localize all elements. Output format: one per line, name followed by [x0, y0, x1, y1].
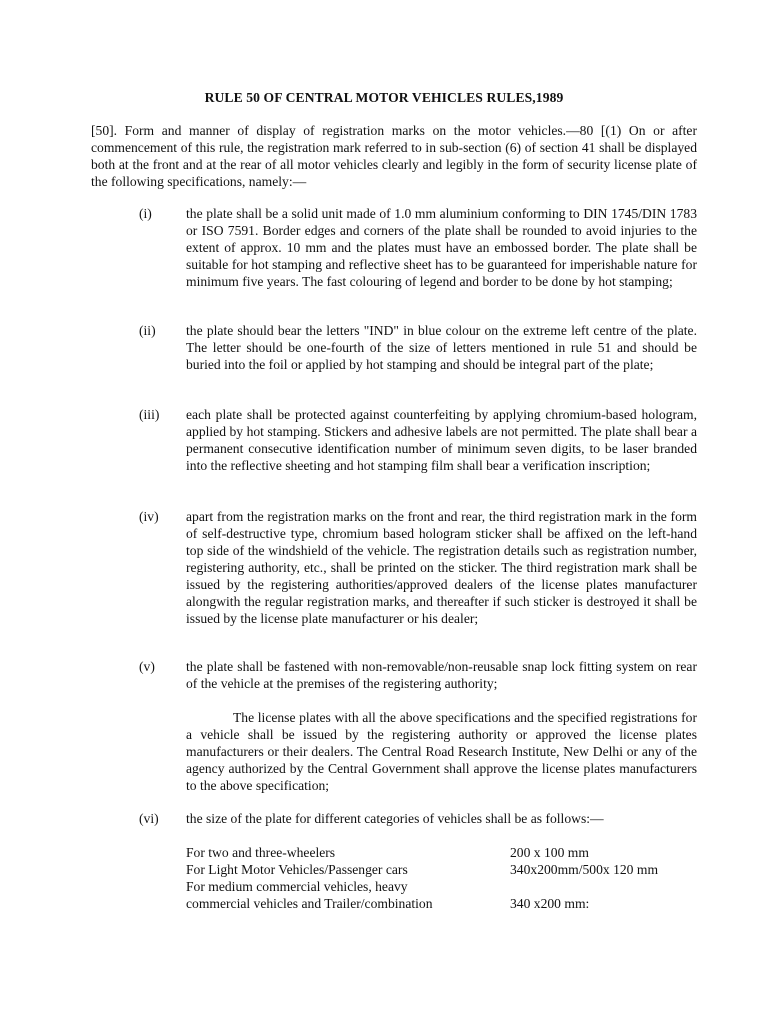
vehicle-category: For two and three-wheelers [186, 845, 336, 860]
plate-size: 200 x 100 mm [510, 845, 589, 860]
document-title: RULE 50 OF CENTRAL MOTOR VEHICLES RULES,1989 [204, 90, 564, 105]
size-row [186, 844, 706, 861]
clause-text: the plate shall be fastened with non-removable/non-reusable snap lock fitting system on rear of the vehicle at the premises of the registering authority; [186, 659, 697, 691]
clause-text: the plate should bear the letters "IND" in blue colour on the extreme left centre of the plate. The letter should be one-fourth of the size of letters mentioned in rule 51 and should be buried into the foil or applied by hot stamping and should be integral part of the plate; [186, 323, 697, 372]
intro-paragraph: [50]. Form and manner of display of registration marks on the motor vehicles.—80 [(1) On or after commencement of this rule, the registration mark referred to in sub-section (6) of section 41 shall be displayed both at the front and at the rear of all motor vehicles clearly and legibly in the form of security license plate of the following specifications, namely:— [91, 123, 697, 189]
vehicle-category: For medium commercial vehicles, heavy [186, 879, 408, 894]
vehicle-category: commercial vehicles and Trailer/combination [186, 896, 433, 911]
size-row [186, 878, 706, 895]
clause-text: apart from the registration marks on the front and rear, the third registration mark in the form of self-destructive type, chromium based hologram sticker shall be affixed on the left-hand top side of the windshield of the vehicle. The registration details such as registration number, registering authority, etc., shall be printed on the sticker. The third registration mark shall be issued by the registering authorities/approved dealers of the license plates manufacturer alongwith the regular registration marks, and thereafter if such sticker is destroyed it shall be issued by the license plate manufacturer or his dealer; [186, 509, 697, 626]
clause-number: (iii) [139, 407, 160, 422]
size-row [186, 861, 706, 878]
clause-number: (v) [139, 659, 155, 674]
plate-size-table [186, 844, 706, 912]
size-row [186, 895, 706, 912]
clause-text: each plate shall be protected against counterfeiting by applying chromium-based hologram, applied by hot stamping. Stickers and adhesive labels are not permitted. The plate shall bear a permanent consecutive identification number of minimum seven digits, to be laser branded into the reflective sheeting and hot stamping film shall bear a verification inscription; [186, 407, 697, 473]
clause-number: (ii) [139, 323, 156, 338]
clause-number: (vi) [139, 811, 159, 826]
clause-text: the size of the plate for different categories of vehicles shall be as follows:— [186, 811, 604, 826]
clause-text: the plate shall be a solid unit made of 1.0 mm aluminium conforming to DIN 1745/DIN 1783 or ISO 7591. Border edges and corners of the plate shall be rounded to avoid injuries to the extent of approx. 10 mm and the plates must have an embossed border. The plate shall be suitable for hot stamping and reflective sheet has to be guaranteed for imperishable nature for minimum five years. The fast colouring of legend and border to be done by hot stamping; [186, 206, 697, 289]
plate-size: 340 x200 mm: [510, 896, 590, 911]
clause-number: (iv) [139, 509, 159, 524]
vehicle-category: For Light Motor Vehicles/Passenger cars [186, 862, 408, 877]
specification-paragraph: The license plates with all the above specifications and the specified registrations for a vehicle shall be issued by the registering authority or approved the license plates manufacturers or their dealers. The Central Road Research Institute, New Delhi or any of the agency authorized by the Central Government shall approve the license plates manufacturers to the above specification; [186, 710, 697, 793]
clause-number: (i) [139, 206, 152, 221]
plate-size: 340x200mm/500x 120 mm [510, 862, 659, 877]
